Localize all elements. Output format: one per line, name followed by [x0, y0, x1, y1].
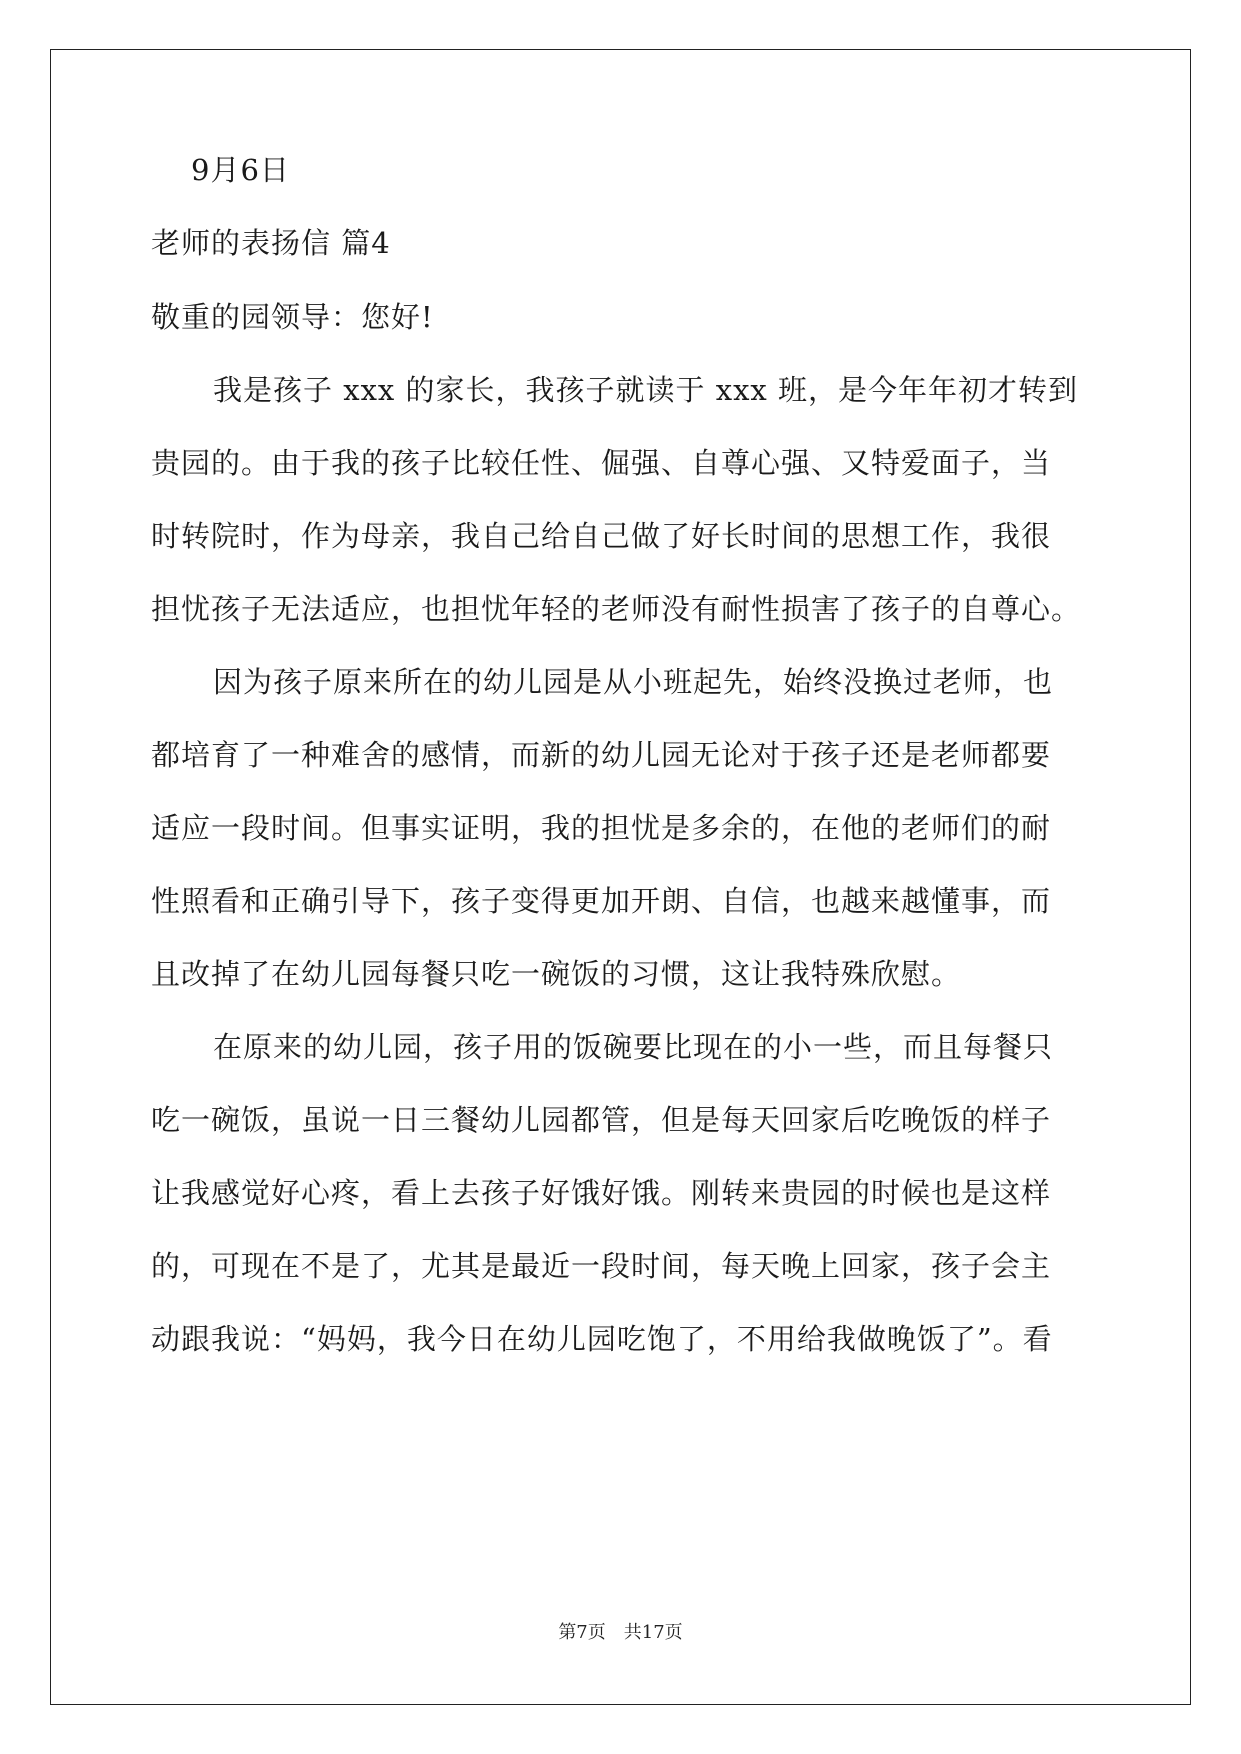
- page-number-current: 第7页: [558, 1622, 606, 1643]
- paragraph-line: 吃一碗饭，虽说一日三餐幼儿园都管，但是每天回家后吃晚饭的样子: [151, 1103, 1052, 1137]
- paragraph-line: 的，可现在不是了，尤其是最近一段时间，每天晚上回家，孩子会主: [151, 1249, 1052, 1283]
- paragraph-line: 动跟我说：“妈妈，我今日在幼儿园吃饱了，不用给我做晚饭了”。看: [151, 1322, 1053, 1356]
- paragraph-line: 适应一段时间。但事实证明，我的担忧是多余的，在他的老师们的耐: [151, 811, 1052, 845]
- paragraph-line: 都培育了一种难舍的感情，而新的幼儿园无论对于孩子还是老师都要: [151, 738, 1052, 772]
- paragraph-line: 因为孩子原来所在的幼儿园是从小班起先，始终没换过老师，也: [213, 665, 1054, 699]
- paragraph-line: 让我感觉好心疼，看上去孩子好饿好饿。刚转来贵园的时候也是这样: [151, 1176, 1052, 1210]
- salutation: 敬重的园领导：您好!: [151, 300, 434, 334]
- paragraph-line: 担忧孩子无法适应，也担忧年轻的老师没有耐性损害了孩子的自尊心。: [151, 592, 1082, 626]
- paragraph-line: 我是孩子 xxx 的家长，我孩子就读于 xxx 班，是今年年初才转到: [213, 373, 1079, 407]
- paragraph-line: 且改掉了在幼儿园每餐只吃一碗饭的习惯，这让我特殊欣慰。: [151, 957, 962, 991]
- page-number-total: 共17页: [623, 1622, 683, 1643]
- paragraph-line: 在原来的幼儿园，孩子用的饭碗要比现在的小一些，而且每餐只: [213, 1030, 1054, 1064]
- page-footer: [0, 1618, 1241, 1644]
- paragraph-line: 贵园的。由于我的孩子比较任性、倔强、自尊心强、又特爱面子，当: [151, 446, 1052, 480]
- date-line: 9月6日: [191, 153, 290, 187]
- section-title: 老师的表扬信 篇4: [151, 226, 391, 260]
- paragraph-line: 性照看和正确引导下，孩子变得更加开朗、自信，也越来越懂事，而: [151, 884, 1052, 918]
- paragraph-line: 时转院时，作为母亲，我自己给自己做了好长时间的思想工作，我很: [151, 519, 1052, 553]
